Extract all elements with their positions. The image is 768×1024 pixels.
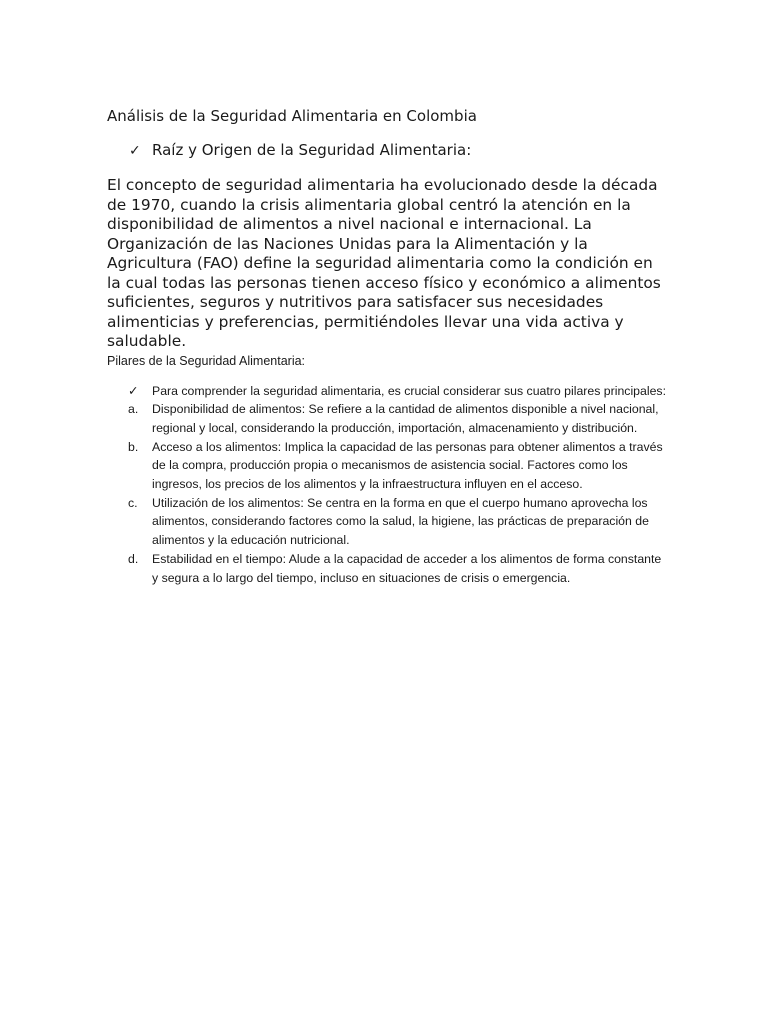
document-title: Análisis de la Seguridad Alimentaria en Colombia <box>107 107 477 125</box>
list-marker: a. <box>128 402 139 417</box>
list-marker: d. <box>128 551 139 566</box>
intro-paragraph: El concepto de seguridad alimentaria ha evolucionado desde la década de 1970, cuando la crisis alimentaria global centró la atención en la disponibilidad de alimentos a nivel nacional e internacional. La Organización de las Naciones Unidas para la Alimentación y la Agricultura (FAO) define la seguridad alimentaria como la condición en la cual todas las personas tienen acceso físico y económico a alimentos suficientes, seguros y nutritivos para satisfacer sus necesidades alimenticias y preferencias, permitiéndoles llevar una vida activa y saludable. <box>107 176 661 350</box>
list-item <box>107 494 667 550</box>
list-item <box>107 400 667 437</box>
subheading-line <box>129 138 667 163</box>
list-item-text: Acceso a los alimentos: Implica la capacidad de las personas para obtener alimentos a través de la compra, producción propia o mecanismos de asistencia social. Factores como los ingresos, los precios de los alimentos y la infraestructura influyen en el acceso. <box>152 439 663 492</box>
list-item-text: Disponibilidad de alimentos: Se refiere a la cantidad de alimentos disponible a nivel nacional, regional y local, considerando la producción, importación, almacenamiento y distribución. <box>152 402 659 435</box>
checkmark-icon: ✓ <box>129 143 141 159</box>
list-marker: c. <box>128 495 138 510</box>
checkmark-icon: ✓ <box>128 383 139 398</box>
list-marker: b. <box>128 439 139 454</box>
pillars-list <box>107 382 667 588</box>
document-page <box>107 104 667 587</box>
list-item-text: Estabilidad en el tiempo: Alude a la capacidad de acceder a los alimentos de forma constante y segura a lo largo del tiempo, incluso en situaciones de crisis o emergencia. <box>152 551 662 585</box>
list-item-text: Utilización de los alimentos: Se centra en la forma en que el cuerpo humano aprovecha los alimentos, considerando factores como la salud, la higiene, las prácticas de preparación de alimentos y la educación nutricional. <box>152 495 649 548</box>
list-item <box>107 550 667 587</box>
subheading-text: Raíz y Origen de la Seguridad Alimentaria: <box>152 141 472 159</box>
list-item <box>107 438 667 494</box>
section-label: Pilares de la Seguridad Alimentaria: <box>107 353 306 368</box>
list-item-text: Para comprender la seguridad alimentaria, es crucial considerar sus cuatro pilares principales: <box>152 383 666 398</box>
list-item <box>107 382 667 401</box>
